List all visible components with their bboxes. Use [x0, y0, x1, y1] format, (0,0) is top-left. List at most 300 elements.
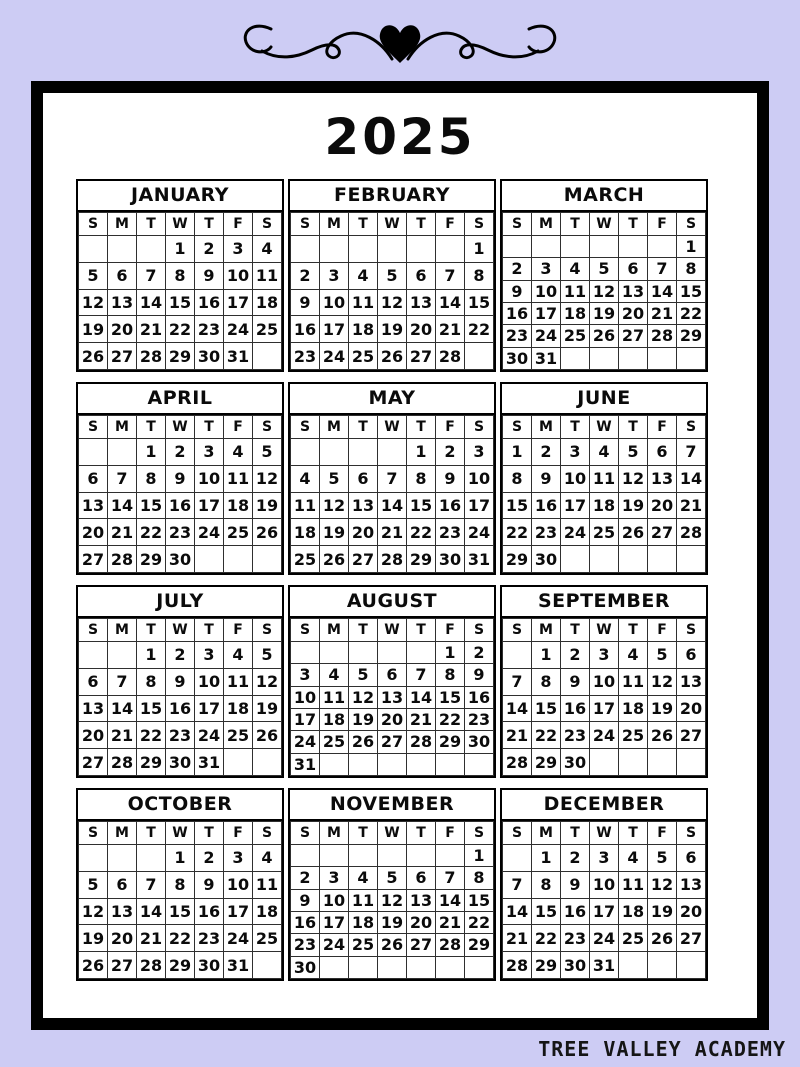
weekday-header: S [253, 822, 282, 845]
day-cell: 24 [195, 722, 224, 749]
day-cell: 24 [532, 325, 561, 347]
month-table [290, 212, 494, 370]
week-row [503, 439, 706, 466]
day-cell: 8 [677, 258, 706, 280]
day-cell: 10 [320, 889, 349, 911]
empty-day-cell [320, 236, 349, 263]
day-cell: 7 [648, 258, 677, 280]
day-cell: 10 [291, 686, 320, 708]
day-cell: 14 [677, 465, 706, 492]
empty-day-cell [378, 439, 407, 466]
day-cell: 1 [532, 642, 561, 669]
day-cell: 6 [407, 867, 436, 889]
weekday-header: S [465, 213, 494, 236]
weekday-header: M [108, 213, 137, 236]
empty-day-cell [503, 236, 532, 258]
day-cell: 18 [619, 898, 648, 925]
day-cell: 18 [561, 302, 590, 324]
weekday-header: F [436, 822, 465, 845]
day-cell: 21 [503, 722, 532, 749]
day-cell: 11 [349, 289, 378, 316]
day-cell: 30 [195, 343, 224, 370]
day-cell: 10 [590, 668, 619, 695]
day-cell: 9 [291, 889, 320, 911]
weekday-header: S [79, 213, 108, 236]
empty-day-cell [407, 956, 436, 978]
week-row [79, 262, 282, 289]
week-row [79, 236, 282, 263]
empty-day-cell [378, 845, 407, 867]
empty-day-cell [253, 952, 282, 979]
day-cell: 25 [349, 343, 378, 370]
week-row [291, 262, 494, 289]
day-cell: 29 [503, 546, 532, 573]
month-title: MARCH [502, 181, 706, 212]
week-row [291, 546, 494, 573]
week-row [503, 519, 706, 546]
empty-day-cell [349, 439, 378, 466]
day-cell: 11 [619, 668, 648, 695]
weekday-header: M [532, 822, 561, 845]
day-cell: 2 [465, 642, 494, 664]
week-row [503, 722, 706, 749]
empty-day-cell [224, 546, 253, 573]
empty-day-cell [224, 749, 253, 776]
day-cell: 22 [166, 925, 195, 952]
day-cell: 5 [378, 867, 407, 889]
brand-footer: TREE VALLEY ACADEMY [538, 1037, 786, 1061]
weekday-header: T [349, 213, 378, 236]
calendar-page [31, 81, 769, 1030]
day-cell: 20 [79, 722, 108, 749]
week-row [79, 952, 282, 979]
empty-day-cell [619, 952, 648, 979]
day-cell: 22 [532, 722, 561, 749]
week-row [79, 343, 282, 370]
weekday-header: T [137, 822, 166, 845]
weekday-header: T [407, 416, 436, 439]
day-cell: 29 [532, 749, 561, 776]
day-cell: 16 [436, 492, 465, 519]
weekday-header: T [137, 416, 166, 439]
day-cell: 21 [108, 722, 137, 749]
month-title: AUGUST [290, 587, 494, 618]
day-cell: 25 [619, 722, 648, 749]
day-cell: 10 [532, 280, 561, 302]
day-cell: 25 [349, 934, 378, 956]
day-cell: 24 [561, 519, 590, 546]
empty-day-cell [648, 546, 677, 573]
week-row [79, 316, 282, 343]
day-cell: 8 [532, 871, 561, 898]
day-cell: 28 [677, 519, 706, 546]
empty-day-cell [436, 236, 465, 263]
day-cell: 9 [532, 465, 561, 492]
day-cell: 6 [407, 262, 436, 289]
day-cell: 28 [648, 325, 677, 347]
day-cell: 30 [436, 546, 465, 573]
day-cell: 27 [79, 749, 108, 776]
day-cell: 15 [532, 898, 561, 925]
empty-day-cell [590, 236, 619, 258]
day-cell: 7 [503, 871, 532, 898]
empty-day-cell [291, 642, 320, 664]
day-cell: 27 [108, 343, 137, 370]
day-cell: 6 [349, 465, 378, 492]
day-cell: 6 [378, 664, 407, 686]
day-cell: 2 [503, 258, 532, 280]
weekday-header: T [195, 213, 224, 236]
day-cell: 3 [224, 845, 253, 872]
day-cell: 18 [291, 519, 320, 546]
weekday-header: W [166, 416, 195, 439]
day-cell: 23 [436, 519, 465, 546]
empty-day-cell [465, 753, 494, 775]
day-cell: 20 [407, 911, 436, 933]
weekday-header: T [561, 416, 590, 439]
week-row [291, 867, 494, 889]
day-cell: 2 [195, 845, 224, 872]
empty-day-cell [407, 642, 436, 664]
day-cell: 5 [253, 642, 282, 669]
weekday-header: F [436, 416, 465, 439]
day-cell: 14 [108, 695, 137, 722]
day-cell: 3 [590, 642, 619, 669]
day-cell: 12 [648, 668, 677, 695]
day-cell: 4 [349, 262, 378, 289]
day-cell: 23 [532, 519, 561, 546]
day-cell: 6 [79, 668, 108, 695]
weekday-header: S [503, 416, 532, 439]
empty-day-cell [320, 845, 349, 867]
day-cell: 14 [503, 695, 532, 722]
day-cell: 22 [166, 316, 195, 343]
day-cell: 26 [349, 731, 378, 753]
day-cell: 13 [349, 492, 378, 519]
empty-day-cell [79, 439, 108, 466]
empty-day-cell [503, 642, 532, 669]
day-cell: 5 [349, 664, 378, 686]
empty-day-cell [590, 347, 619, 369]
day-cell: 3 [465, 439, 494, 466]
day-cell: 22 [436, 708, 465, 730]
day-cell: 1 [407, 439, 436, 466]
weekday-header: T [407, 619, 436, 642]
week-row [79, 439, 282, 466]
day-cell: 10 [224, 262, 253, 289]
empty-day-cell [291, 845, 320, 867]
day-cell: 12 [79, 289, 108, 316]
weekday-header: W [378, 213, 407, 236]
empty-day-cell [561, 347, 590, 369]
day-cell: 2 [532, 439, 561, 466]
day-cell: 30 [291, 956, 320, 978]
week-row [291, 439, 494, 466]
weekday-header: T [349, 619, 378, 642]
day-cell: 13 [619, 280, 648, 302]
day-cell: 22 [137, 519, 166, 546]
day-cell: 26 [648, 925, 677, 952]
day-cell: 24 [590, 925, 619, 952]
day-cell: 30 [503, 347, 532, 369]
weekday-header: T [195, 822, 224, 845]
day-cell: 9 [291, 289, 320, 316]
day-cell: 19 [648, 898, 677, 925]
day-cell: 28 [436, 934, 465, 956]
day-cell: 18 [253, 289, 282, 316]
day-cell: 22 [407, 519, 436, 546]
empty-day-cell [648, 236, 677, 258]
week-row [79, 749, 282, 776]
day-cell: 12 [590, 280, 619, 302]
empty-day-cell [619, 347, 648, 369]
day-cell: 21 [137, 316, 166, 343]
week-row [291, 889, 494, 911]
day-cell: 2 [561, 845, 590, 872]
day-cell: 13 [648, 465, 677, 492]
day-cell: 5 [79, 262, 108, 289]
day-cell: 11 [224, 668, 253, 695]
empty-day-cell [590, 749, 619, 776]
day-cell: 17 [224, 289, 253, 316]
day-cell: 14 [407, 686, 436, 708]
day-cell: 31 [195, 749, 224, 776]
weekday-header: F [436, 213, 465, 236]
heart-flourish-icon [240, 20, 560, 66]
day-cell: 19 [79, 316, 108, 343]
day-cell: 23 [465, 708, 494, 730]
week-row [79, 925, 282, 952]
day-cell: 26 [378, 934, 407, 956]
week-row [79, 642, 282, 669]
day-cell: 11 [253, 262, 282, 289]
month-july [76, 585, 284, 778]
day-cell: 14 [503, 898, 532, 925]
day-cell: 29 [137, 546, 166, 573]
month-november [288, 788, 496, 981]
day-cell: 19 [349, 708, 378, 730]
day-cell: 1 [532, 845, 561, 872]
day-cell: 29 [166, 952, 195, 979]
empty-day-cell [677, 546, 706, 573]
month-table [78, 618, 282, 776]
weekday-header: S [291, 416, 320, 439]
month-table [502, 212, 706, 370]
weekday-header: T [619, 213, 648, 236]
weekday-header: T [561, 213, 590, 236]
day-cell: 19 [378, 316, 407, 343]
day-cell: 10 [465, 465, 494, 492]
day-cell: 23 [291, 934, 320, 956]
month-title: NOVEMBER [290, 790, 494, 821]
day-cell: 8 [465, 867, 494, 889]
day-cell: 21 [108, 519, 137, 546]
day-cell: 1 [677, 236, 706, 258]
weekday-header: M [108, 416, 137, 439]
weekday-header: S [677, 619, 706, 642]
empty-day-cell [378, 642, 407, 664]
day-cell: 11 [349, 889, 378, 911]
weekday-header: S [253, 619, 282, 642]
empty-day-cell [320, 753, 349, 775]
day-cell: 6 [648, 439, 677, 466]
day-cell: 7 [436, 262, 465, 289]
day-cell: 1 [166, 236, 195, 263]
day-cell: 23 [166, 722, 195, 749]
empty-day-cell [253, 343, 282, 370]
day-cell: 8 [137, 668, 166, 695]
empty-day-cell [253, 546, 282, 573]
day-cell: 10 [561, 465, 590, 492]
day-cell: 14 [436, 289, 465, 316]
month-table [502, 821, 706, 979]
month-title: JUNE [502, 384, 706, 415]
day-cell: 12 [378, 289, 407, 316]
day-cell: 22 [137, 722, 166, 749]
day-cell: 5 [378, 262, 407, 289]
day-cell: 1 [503, 439, 532, 466]
day-cell: 25 [253, 925, 282, 952]
day-cell: 29 [137, 749, 166, 776]
day-cell: 8 [465, 262, 494, 289]
day-cell: 28 [108, 546, 137, 573]
day-cell: 19 [320, 519, 349, 546]
month-title: OCTOBER [78, 790, 282, 821]
weekday-header: F [648, 822, 677, 845]
weekday-header: F [648, 213, 677, 236]
day-cell: 12 [648, 871, 677, 898]
empty-day-cell [407, 236, 436, 263]
day-cell: 28 [378, 546, 407, 573]
empty-day-cell [320, 439, 349, 466]
months-grid [76, 179, 757, 981]
day-cell: 26 [648, 722, 677, 749]
day-cell: 6 [108, 871, 137, 898]
empty-day-cell [253, 749, 282, 776]
weekday-header: W [166, 619, 195, 642]
day-cell: 5 [79, 871, 108, 898]
weekday-header: S [291, 619, 320, 642]
empty-day-cell [137, 845, 166, 872]
weekday-header: F [436, 619, 465, 642]
day-cell: 26 [590, 325, 619, 347]
day-cell: 20 [648, 492, 677, 519]
day-cell: 8 [436, 664, 465, 686]
day-cell: 12 [378, 889, 407, 911]
day-cell: 10 [195, 668, 224, 695]
day-cell: 19 [253, 695, 282, 722]
day-cell: 25 [320, 731, 349, 753]
day-cell: 15 [465, 289, 494, 316]
weekday-header: T [561, 822, 590, 845]
week-row [503, 492, 706, 519]
day-cell: 7 [108, 465, 137, 492]
day-cell: 28 [503, 952, 532, 979]
day-cell: 15 [503, 492, 532, 519]
empty-day-cell [677, 347, 706, 369]
day-cell: 15 [532, 695, 561, 722]
weekday-header: T [349, 822, 378, 845]
day-cell: 14 [137, 898, 166, 925]
day-cell: 30 [561, 749, 590, 776]
day-cell: 9 [195, 871, 224, 898]
day-cell: 26 [619, 519, 648, 546]
day-cell: 1 [137, 439, 166, 466]
day-cell: 19 [590, 302, 619, 324]
week-row [503, 236, 706, 258]
weekday-header: S [503, 213, 532, 236]
weekday-header: S [253, 416, 282, 439]
month-table [290, 821, 494, 979]
month-table [502, 618, 706, 776]
week-row [291, 845, 494, 867]
day-cell: 9 [436, 465, 465, 492]
weekday-header: F [224, 416, 253, 439]
weekday-header: W [166, 822, 195, 845]
weekday-header: S [677, 213, 706, 236]
day-cell: 18 [224, 695, 253, 722]
day-cell: 9 [561, 668, 590, 695]
day-cell: 29 [436, 731, 465, 753]
day-cell: 17 [590, 695, 619, 722]
day-cell: 6 [677, 845, 706, 872]
day-cell: 18 [349, 911, 378, 933]
day-cell: 31 [224, 343, 253, 370]
day-cell: 13 [677, 668, 706, 695]
day-cell: 4 [224, 439, 253, 466]
week-row [503, 258, 706, 280]
day-cell: 8 [166, 262, 195, 289]
day-cell: 10 [195, 465, 224, 492]
day-cell: 25 [253, 316, 282, 343]
day-cell: 19 [79, 925, 108, 952]
day-cell: 25 [590, 519, 619, 546]
day-cell: 16 [291, 911, 320, 933]
day-cell: 4 [224, 642, 253, 669]
weekday-header: F [224, 619, 253, 642]
empty-day-cell [465, 956, 494, 978]
day-cell: 21 [137, 925, 166, 952]
weekday-header: S [79, 619, 108, 642]
month-title: MAY [290, 384, 494, 415]
weekday-header: F [648, 416, 677, 439]
week-row [291, 519, 494, 546]
day-cell: 27 [349, 546, 378, 573]
day-cell: 8 [407, 465, 436, 492]
empty-day-cell [320, 956, 349, 978]
weekday-header: M [532, 619, 561, 642]
day-cell: 23 [195, 925, 224, 952]
day-cell: 21 [436, 911, 465, 933]
week-row [503, 347, 706, 369]
day-cell: 2 [436, 439, 465, 466]
day-cell: 7 [436, 867, 465, 889]
day-cell: 8 [503, 465, 532, 492]
day-cell: 27 [677, 722, 706, 749]
day-cell: 20 [677, 695, 706, 722]
day-cell: 15 [166, 289, 195, 316]
day-cell: 28 [137, 343, 166, 370]
empty-day-cell [79, 236, 108, 263]
day-cell: 10 [590, 871, 619, 898]
day-cell: 3 [320, 867, 349, 889]
day-cell: 25 [291, 546, 320, 573]
day-cell: 24 [291, 731, 320, 753]
day-cell: 9 [561, 871, 590, 898]
day-cell: 2 [195, 236, 224, 263]
weekday-header: F [224, 213, 253, 236]
day-cell: 9 [503, 280, 532, 302]
